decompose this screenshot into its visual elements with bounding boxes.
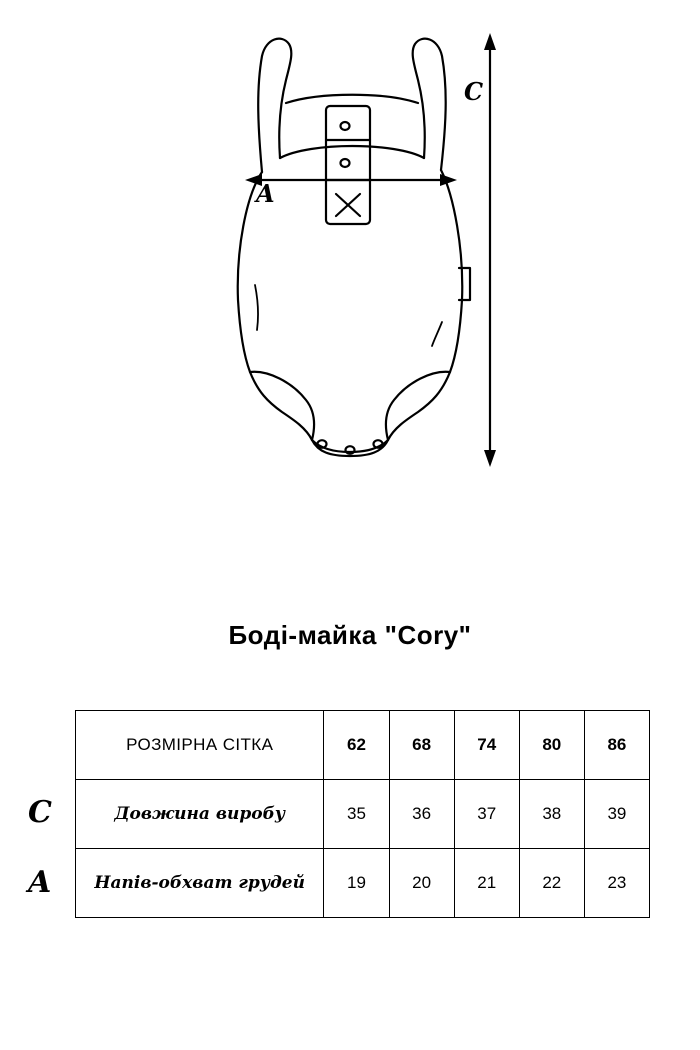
- body-outline: [238, 170, 463, 456]
- chest-value-80: 22: [519, 849, 584, 918]
- neckline-inner: [280, 146, 424, 158]
- right-strap: [413, 39, 446, 170]
- height-dimension-letter: C: [464, 77, 484, 106]
- chest-value-68: 20: [389, 849, 454, 918]
- page-title: Боді-майка "Cory": [228, 620, 472, 650]
- table-header-size-74: 74: [454, 711, 519, 780]
- chest-arrow-head-right: [440, 174, 457, 186]
- row-letter-length: C: [28, 795, 52, 830]
- size-table-container: [75, 710, 650, 918]
- length-value-74: 37: [454, 780, 519, 849]
- table-header-size-68: 68: [389, 711, 454, 780]
- neckline-outer: [286, 95, 418, 103]
- table-header-size-86: 86: [584, 711, 649, 780]
- placket-button-bottom: [341, 159, 350, 167]
- table-header-row: [76, 711, 650, 780]
- table-row: [76, 780, 650, 849]
- table-row: [76, 849, 650, 918]
- chest-value-62: 19: [324, 849, 389, 918]
- table-header-label: РОЗМІРНА СІТКА: [76, 711, 324, 780]
- chest-value-86: 23: [584, 849, 649, 918]
- length-value-68: 36: [389, 780, 454, 849]
- brand-label-tag: [459, 268, 470, 300]
- table-header-size-62: 62: [324, 711, 389, 780]
- placket-button-top: [341, 122, 350, 130]
- length-value-86: 39: [584, 780, 649, 849]
- chest-dimension-letter: A: [256, 179, 275, 208]
- fold-line-right: [432, 322, 442, 346]
- height-arrow-head-bottom: [484, 450, 496, 467]
- length-value-62: 35: [324, 780, 389, 849]
- row-label-length: Довжина виробу: [76, 780, 324, 849]
- fold-line-left: [255, 285, 258, 330]
- row-label-chest: Напів-обхват грудей: [76, 849, 324, 918]
- row-letter-chest: A: [28, 865, 52, 900]
- left-strap: [258, 39, 291, 172]
- chest-value-74: 21: [454, 849, 519, 918]
- height-arrow-head-top: [484, 33, 496, 50]
- size-chart-table: [75, 710, 650, 918]
- table-header-size-80: 80: [519, 711, 584, 780]
- length-value-80: 38: [519, 780, 584, 849]
